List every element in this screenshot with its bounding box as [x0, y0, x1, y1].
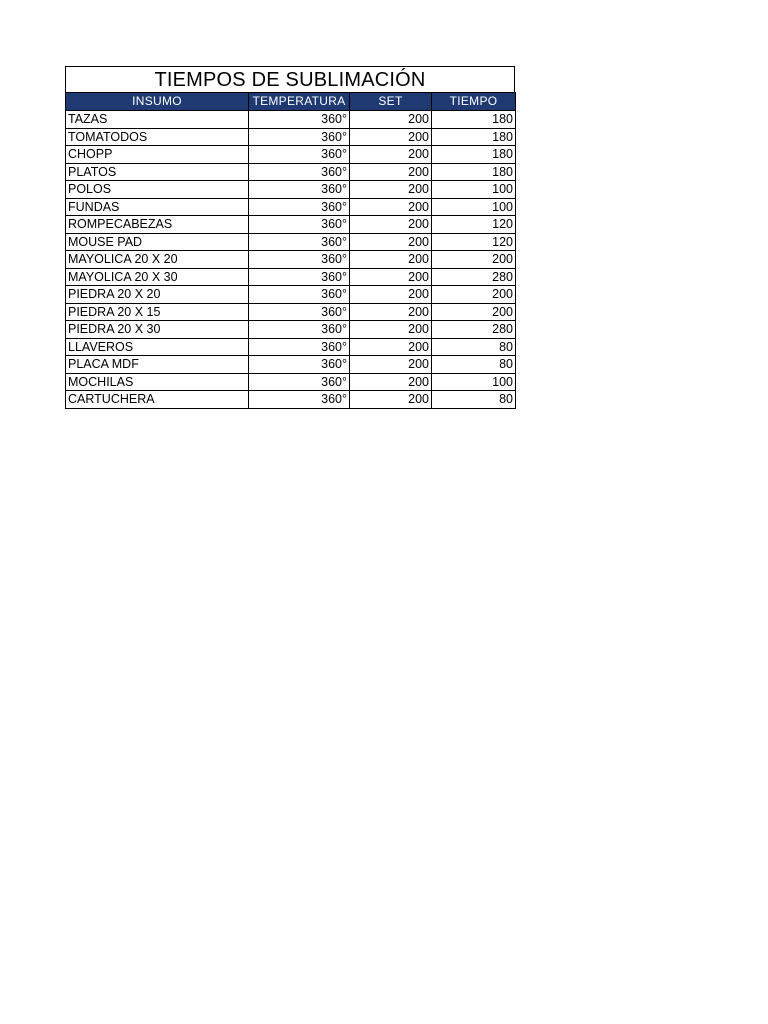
cell-tiempo: 200 [432, 251, 516, 269]
cell-set: 200 [350, 268, 432, 286]
cell-insumo: FUNDAS [66, 198, 249, 216]
cell-tiempo: 120 [432, 216, 516, 234]
cell-insumo: MOCHILAS [66, 373, 249, 391]
cell-tiempo: 200 [432, 286, 516, 304]
table-row [66, 198, 516, 216]
table-row [66, 251, 516, 269]
cell-set: 200 [350, 111, 432, 129]
table-body [66, 111, 516, 409]
table-row [66, 216, 516, 234]
cell-tiempo: 180 [432, 146, 516, 164]
cell-set: 200 [350, 181, 432, 199]
cell-set: 200 [350, 303, 432, 321]
sheet-title: TIEMPOS DE SUBLIMACIÓN [65, 66, 515, 92]
cell-insumo: MAYOLICA 20 X 20 [66, 251, 249, 269]
table-row [66, 233, 516, 251]
cell-tiempo: 80 [432, 338, 516, 356]
cell-insumo: PIEDRA 20 X 30 [66, 321, 249, 339]
column-header-tiempo: TIEMPO [432, 93, 516, 111]
cell-set: 200 [350, 198, 432, 216]
cell-temperatura: 360° [249, 268, 350, 286]
cell-insumo: PIEDRA 20 X 20 [66, 286, 249, 304]
column-header-insumo: INSUMO [66, 93, 249, 111]
cell-set: 200 [350, 216, 432, 234]
cell-temperatura: 360° [249, 356, 350, 374]
cell-set: 200 [350, 128, 432, 146]
cell-set: 200 [350, 391, 432, 409]
cell-tiempo: 100 [432, 373, 516, 391]
cell-tiempo: 100 [432, 181, 516, 199]
table-row [66, 163, 516, 181]
cell-set: 200 [350, 233, 432, 251]
table-row [66, 356, 516, 374]
cell-tiempo: 80 [432, 391, 516, 409]
cell-tiempo: 180 [432, 163, 516, 181]
cell-temperatura: 360° [249, 233, 350, 251]
cell-set: 200 [350, 251, 432, 269]
cell-set: 200 [350, 356, 432, 374]
cell-tiempo: 120 [432, 233, 516, 251]
table-row [66, 181, 516, 199]
cell-temperatura: 360° [249, 198, 350, 216]
cell-temperatura: 360° [249, 373, 350, 391]
table-row [66, 338, 516, 356]
table-row [66, 303, 516, 321]
cell-insumo: LLAVEROS [66, 338, 249, 356]
cell-set: 200 [350, 286, 432, 304]
table-row [66, 111, 516, 129]
cell-temperatura: 360° [249, 128, 350, 146]
cell-temperatura: 360° [249, 338, 350, 356]
table-row [66, 391, 516, 409]
cell-insumo: PIEDRA 20 X 15 [66, 303, 249, 321]
table-row [66, 268, 516, 286]
cell-insumo: TOMATODOS [66, 128, 249, 146]
sublimation-times-sheet [65, 66, 515, 409]
cell-temperatura: 360° [249, 216, 350, 234]
cell-tiempo: 280 [432, 268, 516, 286]
cell-insumo: PLACA MDF [66, 356, 249, 374]
cell-temperatura: 360° [249, 251, 350, 269]
cell-tiempo: 180 [432, 128, 516, 146]
cell-set: 200 [350, 321, 432, 339]
cell-set: 200 [350, 163, 432, 181]
cell-temperatura: 360° [249, 181, 350, 199]
cell-temperatura: 360° [249, 111, 350, 129]
table-row [66, 146, 516, 164]
cell-tiempo: 100 [432, 198, 516, 216]
table-row [66, 321, 516, 339]
column-header-set: SET [350, 93, 432, 111]
cell-tiempo: 180 [432, 111, 516, 129]
cell-tiempo: 80 [432, 356, 516, 374]
cell-insumo: PLATOS [66, 163, 249, 181]
cell-insumo: POLOS [66, 181, 249, 199]
table-header-row [66, 93, 516, 111]
cell-temperatura: 360° [249, 303, 350, 321]
cell-insumo: ROMPECABEZAS [66, 216, 249, 234]
cell-temperatura: 360° [249, 286, 350, 304]
table-row [66, 128, 516, 146]
table-row [66, 286, 516, 304]
cell-temperatura: 360° [249, 321, 350, 339]
cell-tiempo: 280 [432, 321, 516, 339]
cell-tiempo: 200 [432, 303, 516, 321]
column-header-temperatura: TEMPERATURA [249, 93, 350, 111]
cell-insumo: MAYOLICA 20 X 30 [66, 268, 249, 286]
cell-set: 200 [350, 146, 432, 164]
cell-set: 200 [350, 373, 432, 391]
cell-set: 200 [350, 338, 432, 356]
cell-insumo: CARTUCHERA [66, 391, 249, 409]
table-row [66, 373, 516, 391]
cell-insumo: MOUSE PAD [66, 233, 249, 251]
cell-temperatura: 360° [249, 391, 350, 409]
cell-insumo: TAZAS [66, 111, 249, 129]
cell-insumo: CHOPP [66, 146, 249, 164]
cell-temperatura: 360° [249, 146, 350, 164]
cell-temperatura: 360° [249, 163, 350, 181]
sublimation-table [65, 92, 516, 409]
